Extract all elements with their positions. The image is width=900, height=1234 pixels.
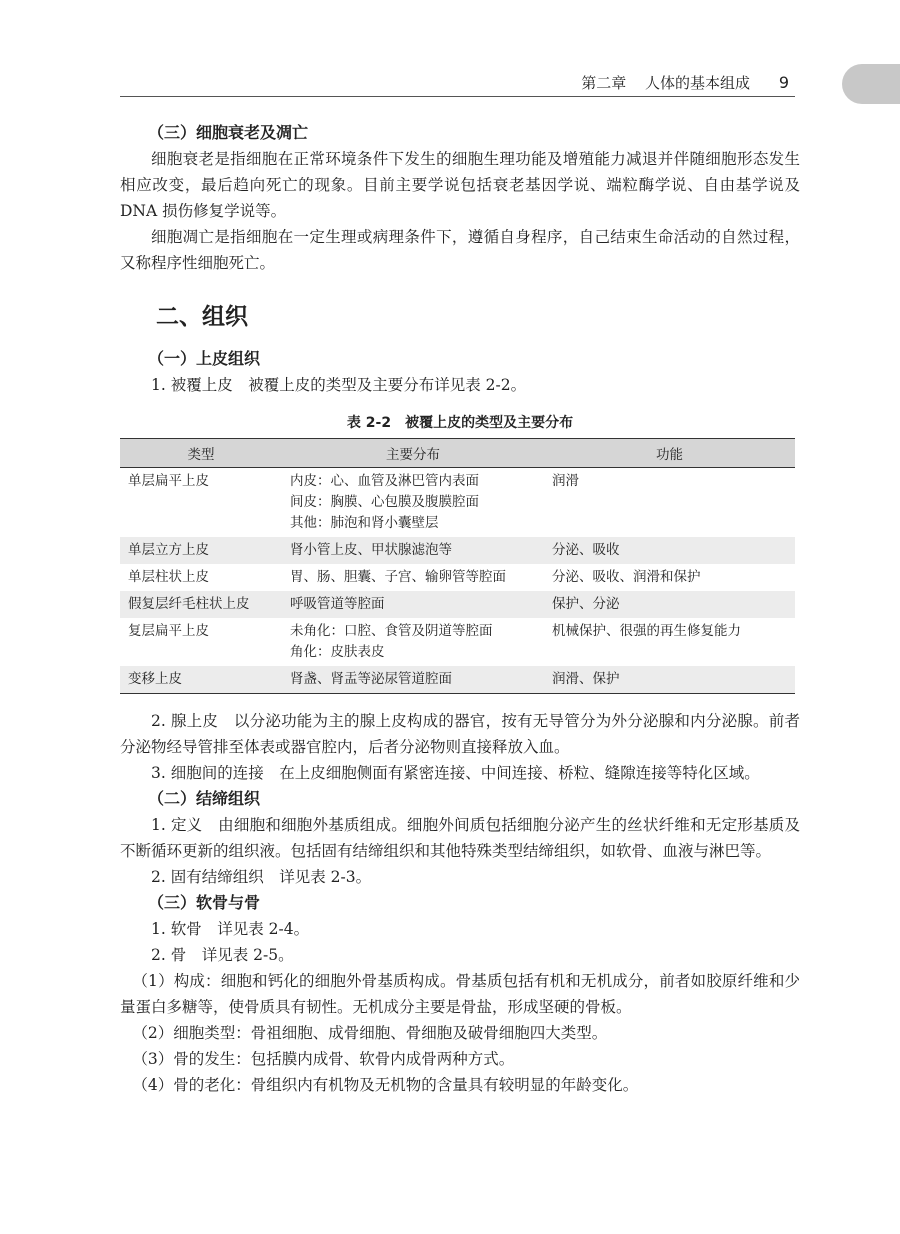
table-header-distribution: 主要分布 <box>282 439 544 468</box>
distribution-line: 角化：皮肤表皮 <box>290 644 385 660</box>
paragraph-proper-connective: 2. 固有结缔组织 详见表 2-3。 <box>151 868 372 886</box>
cell-type: 假复层纤毛柱状上皮 <box>120 591 282 618</box>
paragraph-bone-aging: （4）骨的老化：骨组织内有机物及无机物的含量具有较明显的年龄变化。 <box>132 1076 639 1094</box>
cell-distribution: 肾盏、肾盂等泌尿管道腔面 <box>282 666 544 694</box>
table-row <box>120 468 795 538</box>
table-row <box>120 591 795 618</box>
chapter-label: 第二章 <box>581 74 627 92</box>
chapter-thumb-tab <box>842 64 900 104</box>
paragraph-bone-development: （3）骨的发生：包括膜内成骨、软骨内成骨两种方式。 <box>132 1050 515 1068</box>
distribution-line: 内皮：心、血管及淋巴管内表面 <box>290 473 479 489</box>
cell-distribution: 胃、肠、胆囊、子宫、输卵管等腔面 <box>290 569 506 585</box>
table-header-row <box>120 439 795 468</box>
paragraph-apoptosis: 细胞凋亡是指细胞在一定生理或病理条件下，遵循自身程序，自己结束生命活动的自然过程，又称程序性细胞死亡。 <box>120 228 800 272</box>
cell-function: 润滑 <box>552 473 579 489</box>
table-header-function: 功能 <box>544 439 795 468</box>
epithelium-table <box>120 438 795 694</box>
cell-type: 单层扁平上皮 <box>128 473 209 489</box>
paragraph-bone-cell-types: （2）细胞类型：骨祖细胞、成骨细胞、骨细胞及破骨细胞四大类型。 <box>132 1024 608 1042</box>
distribution-line: 间皮：胸膜、心包膜及腹膜腔面 <box>290 494 479 510</box>
cell-function: 机械保护、很强的再生修复能力 <box>552 623 741 639</box>
heading-connective-tissue: （二）结缔组织 <box>148 789 261 808</box>
paragraph-cartilage: 1. 软骨 详见表 2-4。 <box>151 920 310 938</box>
page-header <box>120 62 795 97</box>
heading-epithelium: （一）上皮组织 <box>148 349 261 368</box>
chapter-title: 人体的基本组成 <box>645 74 751 92</box>
paragraph-covering-epithelium: 1. 被覆上皮 被覆上皮的类型及主要分布详见表 2-2。 <box>151 376 527 394</box>
cell-function: 分泌、吸收、润滑和保护 <box>552 569 701 585</box>
cell-distribution: 呼吸管道等腔面 <box>282 591 544 618</box>
cell-distribution: 肾小管上皮、甲状腺滤泡等 <box>282 537 544 564</box>
cell-distribution <box>282 618 544 666</box>
table-row <box>120 618 795 666</box>
distribution-line: 其他：肺泡和肾小囊壁层 <box>290 515 439 531</box>
table-row <box>120 666 795 694</box>
cell-distribution <box>282 468 544 538</box>
running-header <box>581 72 789 93</box>
page-number: 9 <box>778 73 789 92</box>
cell-type: 变移上皮 <box>120 666 282 694</box>
cell-function: 分泌、吸收 <box>544 537 795 564</box>
table-header-type: 类型 <box>120 439 282 468</box>
paragraph-aging: 细胞衰老是指细胞在正常环境条件下发生的细胞生理功能及增殖能力减退并伴随细胞形态发生相应改变，最后趋向死亡的现象。目前主要学说包括衰老基因学说、端粒酶学说、自由基学说及 DNA 损伤修复学说等。 <box>120 150 800 220</box>
page-body <box>120 120 800 1098</box>
cell-type: 单层立方上皮 <box>120 537 282 564</box>
heading-tissue: 二、组织 <box>156 304 248 330</box>
paragraph-bone: 2. 骨 详见表 2-5。 <box>151 946 294 964</box>
cell-function: 保护、分泌 <box>544 591 795 618</box>
cell-type: 复层扁平上皮 <box>128 623 209 639</box>
paragraph-cell-junctions: 3. 细胞间的连接 在上皮细胞侧面有紧密连接、中间连接、桥粒、缝隙连接等特化区域。 <box>151 764 760 782</box>
paragraph-connective-definition: 1. 定义 由细胞和细胞外基质组成。细胞外间质包括细胞分泌产生的丝状纤维和无定形基质及不断循环更新的组织液。包括固有结缔组织和其他特殊类型结缔组织，如软骨、血液与淋巴等。 <box>120 816 800 860</box>
table-row <box>120 537 795 564</box>
paragraph-glandular-epithelium: 2. 腺上皮 以分泌功能为主的腺上皮构成的器官，按有无导管分为外分泌腺和内分泌腺。前者分泌物经导管排至体表或器官腔内，后者分泌物则直接释放入血。 <box>120 712 800 756</box>
paragraph-bone-composition: （1）构成：细胞和钙化的细胞外骨基质构成。骨基质包括有机和无机成分，前者如胶原纤维和少量蛋白多糖等，使骨质具有韧性。无机成分主要是骨盐，形成坚硬的骨板。 <box>120 972 800 1016</box>
cell-function: 润滑、保护 <box>544 666 795 694</box>
table-row <box>120 564 795 591</box>
table-title: 表 2-2 被覆上皮的类型及主要分布 <box>346 415 574 431</box>
heading-cartilage-bone: （三）软骨与骨 <box>148 893 261 912</box>
heading-cell-aging: （三）细胞衰老及凋亡 <box>148 123 309 142</box>
cell-type: 单层柱状上皮 <box>128 569 209 585</box>
distribution-line: 未角化：口腔、食管及阴道等腔面 <box>290 623 493 639</box>
